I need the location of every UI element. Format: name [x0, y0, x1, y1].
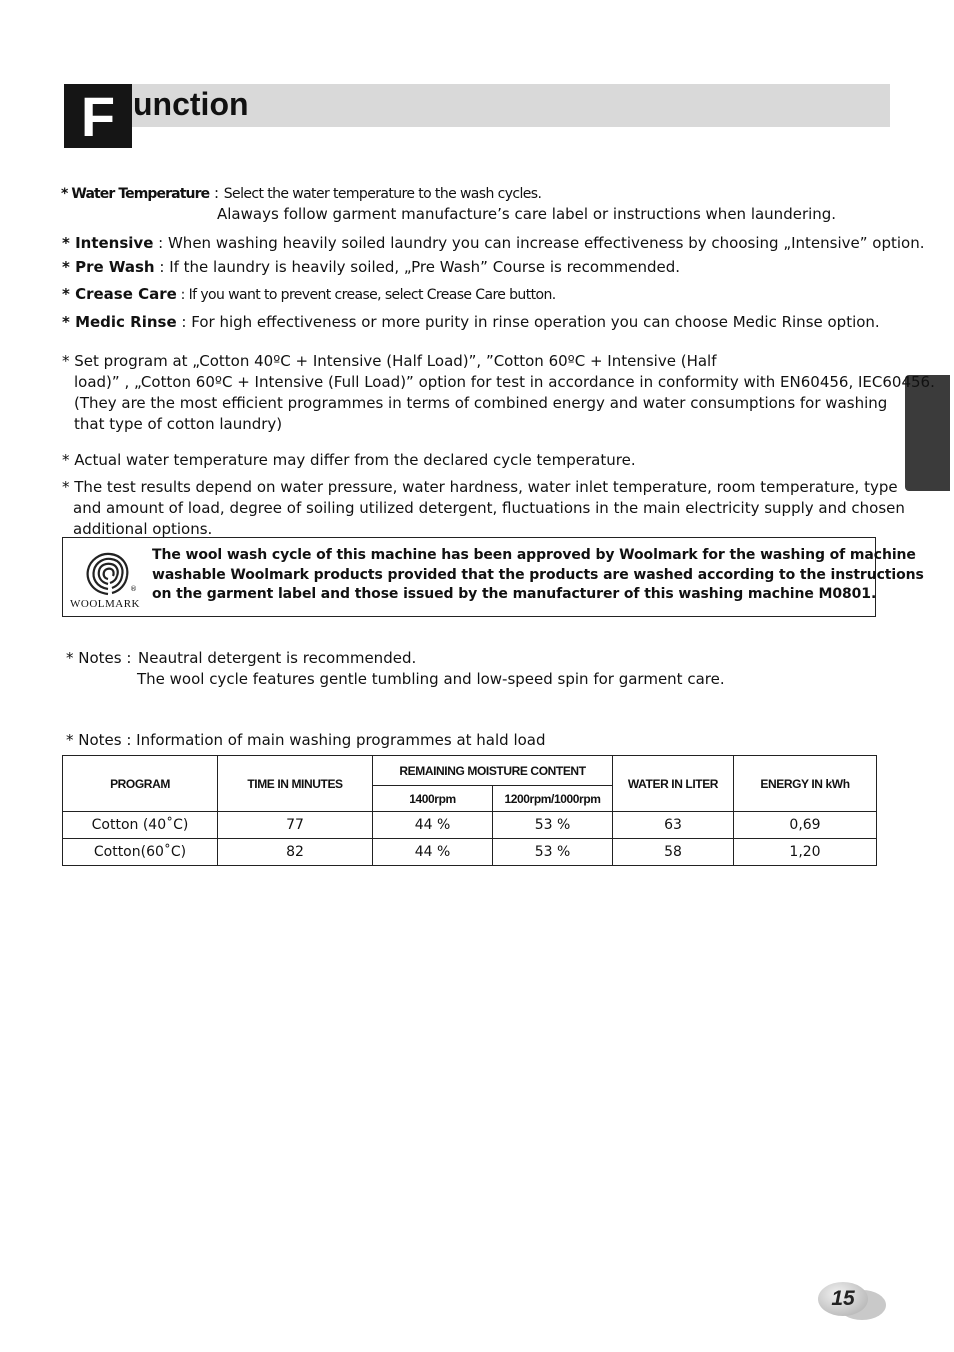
table-row: Cotton (40˚C) 77 44 % 53 % 63 0,69: [63, 812, 877, 839]
woolmark-statement: The wool wash cycle of this machine has been approved by Woolmark for the washing of machine washable Woolmark products provided that the products are washed according to the instructions on the garment label and those issued by the manufacturer of this washing machine M0801.: [152, 547, 924, 602]
notes-wool-label: * Notes :: [66, 649, 132, 667]
header-program: PROGRAM: [63, 756, 218, 812]
water-temperature-line2: Alaways follow garment manufacture’s care label or instructions when laundering.: [217, 205, 837, 223]
test-results-line1: * The test results depend on water pressure, water hardness, water inlet temperature, room temperature, type: [62, 478, 898, 496]
actual-temperature-note: * Actual water temperature may differ from the declared cycle temperature.: [62, 451, 636, 469]
test-note-line2: load)” , „Cotton 60ºC + Intensive (Full Load)” option for test in accordance in conformity with EN60456, IEC60456.: [74, 373, 935, 391]
header-water: WATER IN LITER: [613, 756, 734, 812]
woolmark-logo-word: WOOLMARK: [70, 598, 140, 610]
option-medic-rinse: * Medic Rinse : For high effectiveness or more purity in rinse operation you can choose Medic Rinse option.: [62, 313, 880, 331]
header-rpm-1200-1000: 1200rpm/1000rpm: [493, 786, 613, 812]
water-temperature-term: Water Temperature: [71, 186, 210, 202]
option-crease-care: * Crease Care : If you want to prevent crease, select Crease Care button.: [62, 285, 556, 303]
header-time: TIME IN MINUTES: [218, 756, 373, 812]
notes-wool-line1: Neautral detergent is recommended.: [138, 649, 417, 667]
notes-wool-line2: The wool cycle features gentle tumbling and low-speed spin for garment care.: [137, 670, 725, 688]
test-note-line3: (They are the most efficient programmes in terms of combined energy and water consumptions for washing: [74, 394, 888, 412]
header-rpm-1400: 1400rpm: [373, 786, 493, 812]
test-results-line2: and amount of load, degree of soiling utilized detergent, fluctuations in the main electricity supply and chosen: [73, 499, 905, 517]
page-number: 15: [831, 1287, 855, 1310]
header-moisture: REMAINING MOISTURE CONTENT: [373, 756, 613, 786]
header-energy: ENERGY IN kWh: [734, 756, 877, 812]
notes-table-caption: * Notes : Information of main washing programmes at hald load: [66, 731, 546, 749]
test-note-line1: * Set program at „Cotton 40ºC + Intensive (Half Load)”, ”Cotton 60ºC + Intensive (Half: [62, 352, 717, 370]
header-letter: F: [80, 85, 116, 148]
table-row: Cotton(60˚C) 82 44 % 53 % 58 1,20: [63, 839, 877, 866]
programmes-table: [62, 755, 877, 866]
woolmark-registered: ®: [130, 585, 137, 593]
test-results-line3: additional options.: [73, 520, 213, 538]
woolmark-logo-icon: [82, 548, 134, 598]
side-tab: [905, 375, 950, 491]
test-note-line4: that type of cotton laundry): [74, 415, 283, 433]
page-title: unction: [133, 86, 249, 122]
option-intensive: * Intensive : When washing heavily soiled laundry you can increase effectiveness by choosing „Intensive” option.: [62, 234, 925, 252]
water-temperature-line: * Water Temperature : Select the water temperature to the wash cycles.: [61, 184, 542, 202]
option-pre-wash: * Pre Wash : If the laundry is heavily soiled, „Pre Wash” Course is recommended.: [62, 258, 681, 276]
